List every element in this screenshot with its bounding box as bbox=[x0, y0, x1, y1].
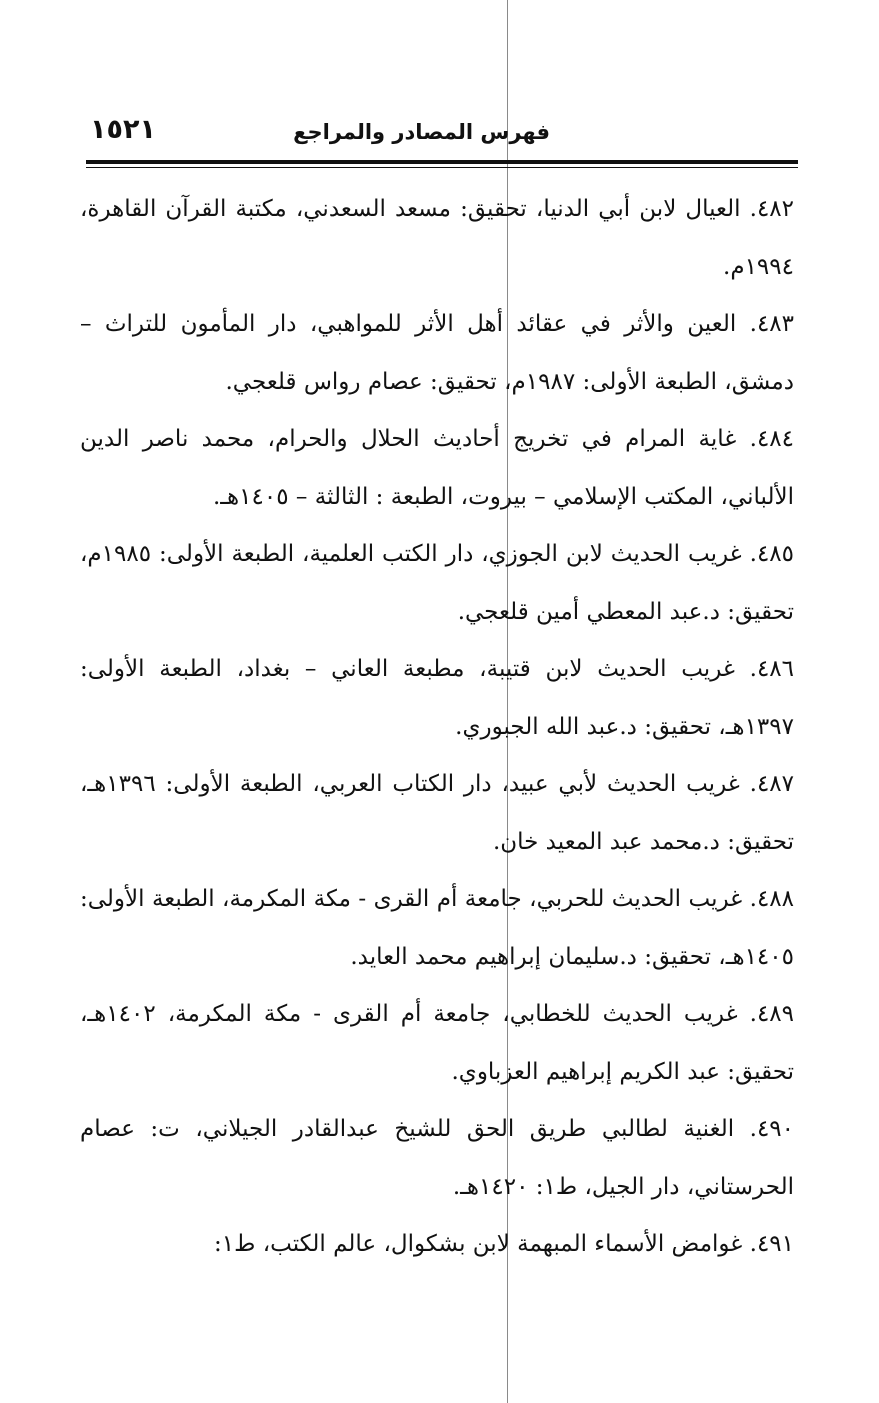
bibliography-entry-485: ٤٨٥. غريب الحديث لابن الجوزي، دار الكتب العلمية، الطبعة الأولى: ١٩٨٥م، تحقيق: د.عبد المعطي أمين قلعجي. bbox=[80, 541, 794, 625]
page-number: ١٥٢١ bbox=[90, 114, 156, 145]
bibliography-list bbox=[80, 181, 794, 1274]
bibliography-entry-484: ٤٨٤. غاية المرام في تخريج أحاديث الحلال والحرام، محمد ناصر الدين الألباني، المكتب الإسلامي – بيروت، الطبعة : الثالثة – ١٤٠٥هـ. bbox=[80, 426, 794, 510]
bibliography-entry-486: ٤٨٦. غريب الحديث لابن قتيبة، مطبعة العاني – بغداد، الطبعة الأولى: ١٣٩٧هـ، تحقيق: د.عبد الله الجبوري. bbox=[80, 656, 794, 740]
bibliography-entry-482: ٤٨٢. العيال لابن أبي الدنيا، تحقيق: مسعد السعدني، مكتبة القرآن القاهرة، ١٩٩٤م. bbox=[80, 196, 794, 280]
page-header bbox=[88, 112, 796, 152]
bibliography-entry-491: ٤٩١. غوامض الأسماء المبهمة لابن بشكوال، عالم الكتب، ط١: bbox=[214, 1231, 794, 1257]
header-rule-thin bbox=[86, 167, 798, 168]
bibliography-entry-483: ٤٨٣. العين والأثر في عقائد أهل الأثر للمواهبي، دار المأمون للتراث – دمشق، الطبعة الأولى: ١٩٨٧م، تحقيق: عصام رواس قلعجي. bbox=[80, 311, 794, 395]
bibliography-entry-488: ٤٨٨. غريب الحديث للحربي، جامعة أم القرى - مكة المكرمة، الطبعة الأولى: ١٤٠٥هـ، تحقيق: د.سليمان إبراهيم محمد العايد. bbox=[80, 886, 794, 970]
bibliography-entry-490: ٤٩٠. الغنية لطالبي طريق الحق للشيخ عبدالقادر الجيلاني، ت: عصام الحرستاني، دار الجيل، ط١: ١٤٢٠هـ. bbox=[80, 1116, 794, 1200]
bibliography-entry-489: ٤٨٩. غريب الحديث للخطابي، جامعة أم القرى - مكة المكرمة، ١٤٠٢هـ، تحقيق: عبد الكريم إبراهيم العزباوي. bbox=[80, 1001, 794, 1085]
bibliography-entry-487: ٤٨٧. غريب الحديث لأبي عبيد، دار الكتاب العربي، الطبعة الأولى: ١٣٩٦هـ، تحقيق: د.محمد عبد المعيد خان. bbox=[80, 771, 794, 855]
running-title: فهرس المصادر والمراجع bbox=[293, 120, 550, 144]
header-rule-thick bbox=[86, 160, 798, 164]
